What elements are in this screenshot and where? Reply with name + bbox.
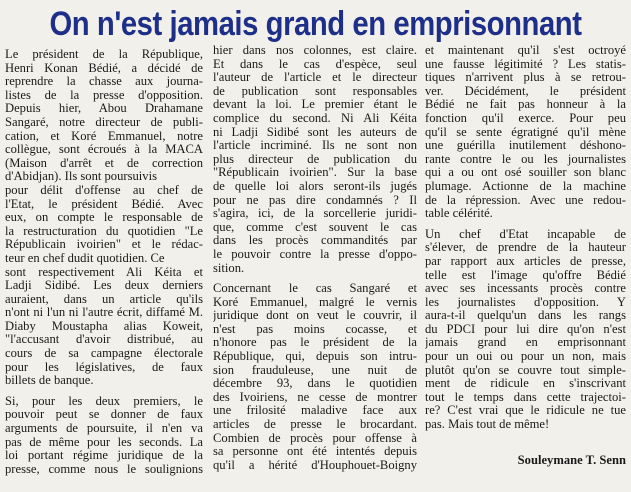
text-line: Le président de la République, bbox=[5, 48, 203, 61]
text-line: la restructuration du quotidien "Le bbox=[5, 224, 203, 238]
text-line: billets de banque. bbox=[5, 374, 94, 388]
text-line: et maintenant qu'il s'est octroyé bbox=[425, 44, 626, 57]
text-line: Concernant le cas Sangaré et bbox=[213, 282, 417, 296]
text-line: complice du second. Ni Ali Kéita bbox=[213, 111, 417, 125]
text-line: pouvoir peut se donner de faux bbox=[5, 408, 203, 422]
text-line: l'article incriminé. Ils ne sont non bbox=[213, 139, 417, 153]
article-column-3 bbox=[425, 44, 626, 467]
text-line: ni Ladji Sidibé sont les auteurs de bbox=[213, 125, 417, 139]
text-line: n'est pas moins cocasse, et bbox=[213, 322, 417, 336]
text-line: Depuis hier, Abou Drahamane bbox=[5, 102, 203, 116]
text-line: listes de la presse d'opposition. bbox=[5, 88, 203, 102]
text-line: de quelle loi alors seront-ils jugés bbox=[213, 179, 417, 193]
text-line: Et dans le cas d'espèce, seul bbox=[213, 57, 417, 71]
text-line: presse, comme nous le soulignions bbox=[5, 462, 203, 476]
text-line: une fausse légitimité ? Les statis- bbox=[425, 57, 626, 71]
text-line: pour les législatives, de faux bbox=[5, 360, 203, 374]
text-line: pour un oui ou pour un non, mais bbox=[425, 350, 626, 364]
text-line: plumage. Actionne de la machine bbox=[425, 179, 626, 193]
text-line: cation, et Koré Emmanuel, notre bbox=[5, 129, 203, 143]
text-line: devant la loi. Le premier étant le bbox=[213, 98, 417, 112]
text-line: plus directeur de publication du bbox=[213, 152, 417, 166]
text-line: Républicain ivoirien" et le rédac- bbox=[5, 238, 203, 252]
paragraph-gap bbox=[5, 388, 203, 395]
text-line: sion frauduleuse, une nuit de bbox=[213, 363, 417, 377]
text-line: Bédié ne fait pas honneur à la bbox=[425, 98, 626, 112]
text-line: avec ses incessants procès contre bbox=[425, 282, 626, 296]
text-line: "Républicain ivoirien". Sur la base bbox=[213, 166, 417, 180]
text-line: tiques n'arrivent plus à se retrou- bbox=[425, 71, 626, 85]
text-line: les journalistes d'opposition. Y bbox=[425, 295, 626, 309]
text-line: qu'il se sente égratigné qu'il mène bbox=[425, 125, 626, 139]
text-line: loi portant régime juridique de la bbox=[5, 449, 203, 463]
text-line: l'auteur de l'article et le directeur bbox=[213, 71, 417, 85]
article-column-1 bbox=[5, 48, 203, 476]
text-line: décembre 93, dans le quotidien bbox=[213, 377, 417, 391]
author-signature: Souleymane T. Senn bbox=[517, 452, 626, 467]
text-line: auraient, dans un article qu'ils bbox=[5, 292, 203, 306]
text-line: d'Abidjan). Ils sont poursuivis bbox=[5, 170, 157, 184]
text-line: Combien de procès pour offense à bbox=[213, 431, 417, 445]
text-line: rante contre le ou les journalistes bbox=[425, 152, 626, 166]
paragraph-gap bbox=[425, 221, 626, 228]
text-line: Ladji Sidibé. Les deux derniers bbox=[5, 279, 203, 293]
text-line: n'ont ni l'un ni l'autre écrit, diffamé M. bbox=[5, 306, 203, 320]
text-line: une frilosité maladive face aux bbox=[213, 404, 417, 418]
text-line: articles de presse le brocardant. bbox=[213, 418, 417, 432]
text-line: de publication sont responsables bbox=[213, 84, 417, 98]
text-line: reprendre la chasse aux journa- bbox=[5, 75, 203, 89]
article-headline: On n'est jamais grand en emprisonnant bbox=[49, 5, 582, 43]
text-line: s'agira, ici, de la sorcellerie juridi- bbox=[213, 207, 417, 221]
text-line: sa personne ont été intentés depuis bbox=[213, 445, 417, 459]
text-line: du PDCI pour lui dire qu'on n'est bbox=[425, 322, 626, 336]
article-column-2 bbox=[213, 44, 417, 472]
text-line: dans les procès commandités par bbox=[213, 234, 417, 248]
text-line: n'honore pas le président de la bbox=[213, 336, 417, 350]
text-line: arguments de poursuite, il n'en va bbox=[5, 422, 203, 436]
text-line: qui a ou ont osé souiller son blanc bbox=[425, 166, 626, 180]
text-line: eux, on compte le responsable de bbox=[5, 211, 203, 225]
text-line: fonction qu'il exerce. Pour peu bbox=[425, 111, 626, 125]
text-line: (Maison d'arrêt et de correction bbox=[5, 156, 203, 170]
text-line: pas. Mais tout de même! bbox=[425, 418, 550, 432]
text-line: Koré Emmanuel, malgré le vernis bbox=[213, 295, 417, 309]
text-line: le pouvoir contre la presse d'oppo- bbox=[213, 247, 417, 261]
text-line: l'Etat, le président Bédié. Avec bbox=[5, 197, 203, 211]
text-line: cours de sa campagne électorale bbox=[5, 347, 203, 361]
text-line: Henri Konan Bédié, a décidé de bbox=[5, 61, 203, 75]
text-line: ment de ridicule en s'inscrivant bbox=[425, 377, 626, 391]
text-line: re? C'est vrai que le ridicule ne tue bbox=[425, 404, 626, 418]
text-line: qu'il a hérité d'Houphouet-Boigny bbox=[213, 458, 417, 472]
text-line: sont respectivement Ali Kéita et bbox=[5, 265, 203, 279]
text-line: plutôt qu'on se couvre tout simple- bbox=[425, 363, 626, 377]
text-line: table célérité. bbox=[425, 207, 493, 221]
paragraph-gap bbox=[213, 275, 417, 282]
text-line: Si, pour les deux premiers, le bbox=[5, 394, 203, 408]
text-line: juridique dont on veut le couvrir, il bbox=[213, 309, 417, 323]
text-line: tout le temps dans cette trajectoi- bbox=[425, 390, 626, 404]
text-line: aura-t-il quelqu'un dans les rangs bbox=[425, 309, 626, 323]
text-line: "l'accusant d'avoir distribué, au bbox=[5, 333, 203, 347]
text-line: République, qui, depuis son intru- bbox=[213, 350, 417, 364]
text-line: que, comme c'est souvent le cas bbox=[213, 220, 417, 234]
text-line: Diaby Moustapha alias Koweit, bbox=[5, 319, 203, 333]
text-line: une guérilla inutilement déshono- bbox=[425, 139, 626, 153]
text-line: sition. bbox=[213, 261, 245, 275]
text-line: jamais grand en emprisonnant bbox=[425, 336, 626, 350]
text-line: des Ivoiriens, ne cesse de montrer bbox=[213, 390, 417, 404]
text-line: de la répression. Avec une redou- bbox=[425, 193, 626, 207]
text-line: Sangaré, notre directeur de publi- bbox=[5, 115, 203, 129]
text-line: teur en chef dudit quotidien. Ce bbox=[5, 251, 165, 265]
text-line: Un chef d'Etat incapable de bbox=[425, 227, 626, 241]
text-line: ver. Décidément, le président bbox=[425, 84, 626, 98]
text-line: pour ne pas dire condamnés ? Il bbox=[213, 193, 417, 207]
text-line: hier dans nos colonnes, est claire. bbox=[213, 44, 417, 57]
text-line: telle est l'image qu'offre Bédié bbox=[425, 268, 626, 282]
text-line: pour délit d'offense au chef de bbox=[5, 183, 203, 197]
text-line: s'élever, de prendre de la hauteur bbox=[425, 241, 626, 255]
text-line: par rapport aux articles de presse, bbox=[425, 254, 626, 268]
text-line: pas de même pour les seconds. La bbox=[5, 435, 203, 449]
text-line: collègue, sont écroués à la MACA bbox=[5, 143, 203, 157]
